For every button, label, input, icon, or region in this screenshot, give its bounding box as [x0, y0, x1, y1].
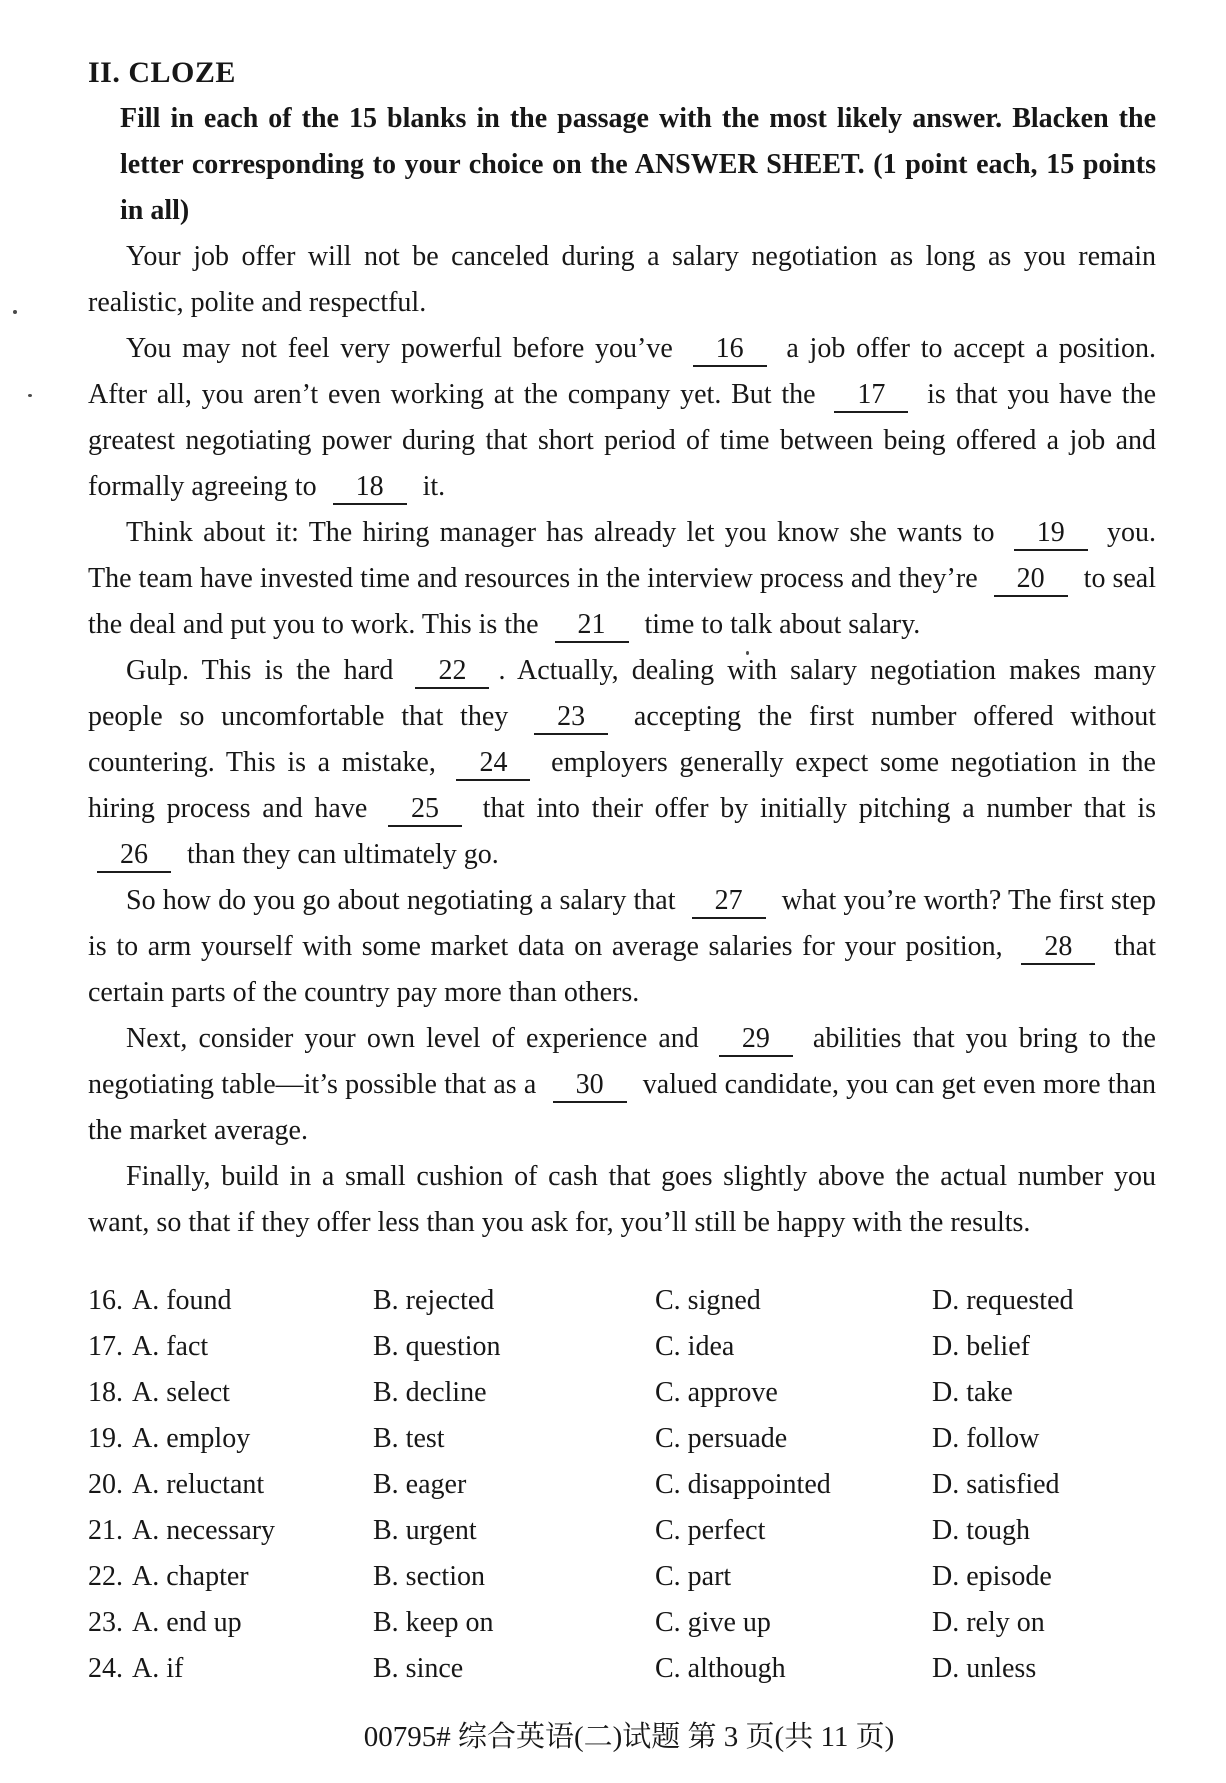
- option-c: C. signed: [655, 1285, 761, 1316]
- option-a: A. necessary: [132, 1515, 276, 1546]
- option-row-17: [88, 1324, 1156, 1370]
- passage-paragraph: Gulp. This is the hard 22 . Actually, dealing with salary negotiation makes many people so uncomfortable that they 23 accepting the first number offered without countering. This is a mistake, 24 employers generally expect some negotiation in the hiring process and have 25 that into their offer by initially pitching a number that is 26 than they can ultimately go.: [88, 648, 1156, 878]
- option-c: C. approve: [655, 1377, 778, 1408]
- option-d: D. belief: [932, 1331, 1030, 1362]
- option-number: 20.: [88, 1469, 123, 1500]
- cloze-blank-27: 27: [692, 885, 766, 919]
- scan-artifact-dot: [746, 651, 749, 655]
- passage-paragraph: Finally, build in a small cushion of cash that goes slightly above the actual number you want, so that if they offer less than you ask for, you’ll still be happy with the results.: [88, 1161, 1156, 1238]
- cloze-blank-25: 25: [388, 793, 462, 827]
- option-a: A. select: [132, 1377, 230, 1408]
- cloze-blank-16: 16: [693, 333, 767, 367]
- option-number: 17.: [88, 1331, 123, 1362]
- cloze-blank-18: 18: [333, 471, 407, 505]
- scan-artifact-dot: [28, 394, 32, 397]
- option-a: A. employ: [132, 1423, 251, 1454]
- cloze-blank-21: 21: [555, 609, 629, 643]
- passage-paragraph: Think about it: The hiring manager has already let you know she wants to 19 you. The team have invested time and resources in the interview process and they’re 20 to seal the deal and put you to work. This is the 21 time to talk about salary.: [88, 510, 1156, 648]
- cloze-blank-26: 26: [97, 839, 171, 873]
- cloze-passage: [88, 234, 1156, 1246]
- option-b: B. since: [373, 1653, 464, 1684]
- option-d: D. episode: [932, 1561, 1052, 1592]
- option-d: D. tough: [932, 1515, 1030, 1546]
- option-b: B. decline: [373, 1377, 487, 1408]
- option-number: 19.: [88, 1423, 123, 1454]
- option-d: D. requested: [932, 1285, 1074, 1316]
- option-row-16: [88, 1278, 1156, 1324]
- option-d: D. take: [932, 1377, 1013, 1408]
- option-b: B. keep on: [373, 1607, 494, 1638]
- option-c: C. idea: [655, 1331, 735, 1362]
- cloze-blank-24: 24: [456, 747, 530, 781]
- option-a: A. reluctant: [132, 1469, 265, 1500]
- option-number: 22.: [88, 1561, 123, 1592]
- option-b: B. test: [373, 1423, 445, 1454]
- option-row-23: [88, 1600, 1156, 1646]
- scan-artifact-dot: [13, 310, 17, 314]
- option-c: C. perfect: [655, 1515, 766, 1546]
- cloze-blank-22: 22: [415, 655, 489, 689]
- option-number: 23.: [88, 1607, 123, 1638]
- cloze-blank-28: 28: [1021, 931, 1095, 965]
- option-c: C. part: [655, 1561, 732, 1592]
- cloze-blank-30: 30: [553, 1069, 627, 1103]
- option-number: 21.: [88, 1515, 123, 1546]
- option-b: B. section: [373, 1561, 485, 1592]
- option-b: B. urgent: [373, 1515, 477, 1546]
- cloze-blank-23: 23: [534, 701, 608, 735]
- passage-paragraph: Your job offer will not be canceled during a salary negotiation as long as you remain realistic, polite and respectful.: [88, 241, 1156, 318]
- option-c: C. although: [655, 1653, 786, 1684]
- page-footer: 00795# 综合英语(二)试题 第 3 页(共 11 页): [363, 1721, 895, 1753]
- option-a: A. end up: [132, 1607, 242, 1638]
- section-instructions: Fill in each of the 15 blanks in the passage with the most likely answer. Blacken the letter corresponding to your choice on the ANSWER SHEET. (1 point each, 15 points in all): [120, 103, 1156, 226]
- cloze-blank-20: 20: [994, 563, 1068, 597]
- options-list: [88, 1278, 1156, 1692]
- passage-paragraph: You may not feel very powerful before you’ve 16 a job offer to accept a position. After all, you aren’t even working at the company yet. But the 17 is that you have the greatest negotiating power during that short period of time between being offered a job and formally agreeing to 18 it.: [88, 326, 1156, 510]
- option-c: C. give up: [655, 1607, 771, 1638]
- option-number: 16.: [88, 1285, 123, 1316]
- option-b: B. question: [373, 1331, 501, 1362]
- option-a: A. chapter: [132, 1561, 249, 1592]
- cloze-blank-17: 17: [834, 379, 908, 413]
- cloze-blank-29: 29: [719, 1023, 793, 1057]
- option-b: B. rejected: [373, 1285, 495, 1316]
- option-d: D. satisfied: [932, 1469, 1060, 1500]
- option-row-24: [88, 1646, 1156, 1692]
- option-number: 24.: [88, 1653, 123, 1684]
- option-a: A. fact: [132, 1331, 209, 1362]
- option-c: C. persuade: [655, 1423, 788, 1454]
- option-row-22: [88, 1554, 1156, 1600]
- option-c: C. disappointed: [655, 1469, 831, 1500]
- passage-paragraph: So how do you go about negotiating a salary that 27 what you’re worth? The first step is to arm yourself with some market data on average salaries for your position, 28 that certain parts of the country pay more than others.: [88, 885, 1156, 1008]
- section-title: II. CLOZE: [88, 56, 236, 89]
- option-d: D. rely on: [932, 1607, 1045, 1638]
- option-row-18: [88, 1370, 1156, 1416]
- option-a: A. if: [132, 1653, 184, 1684]
- passage-paragraph: Next, consider your own level of experience and 29 abilities that you bring to the negotiating table—it’s possible that as a 30 valued candidate, you can get even more than the market average.: [88, 1023, 1157, 1146]
- option-row-20: [88, 1462, 1156, 1508]
- option-d: D. follow: [932, 1423, 1040, 1454]
- option-d: D. unless: [932, 1653, 1037, 1684]
- option-row-21: [88, 1508, 1156, 1554]
- option-b: B. eager: [373, 1469, 467, 1500]
- option-row-19: [88, 1416, 1156, 1462]
- option-a: A. found: [132, 1285, 232, 1316]
- option-number: 18.: [88, 1377, 123, 1408]
- cloze-blank-19: 19: [1014, 517, 1088, 551]
